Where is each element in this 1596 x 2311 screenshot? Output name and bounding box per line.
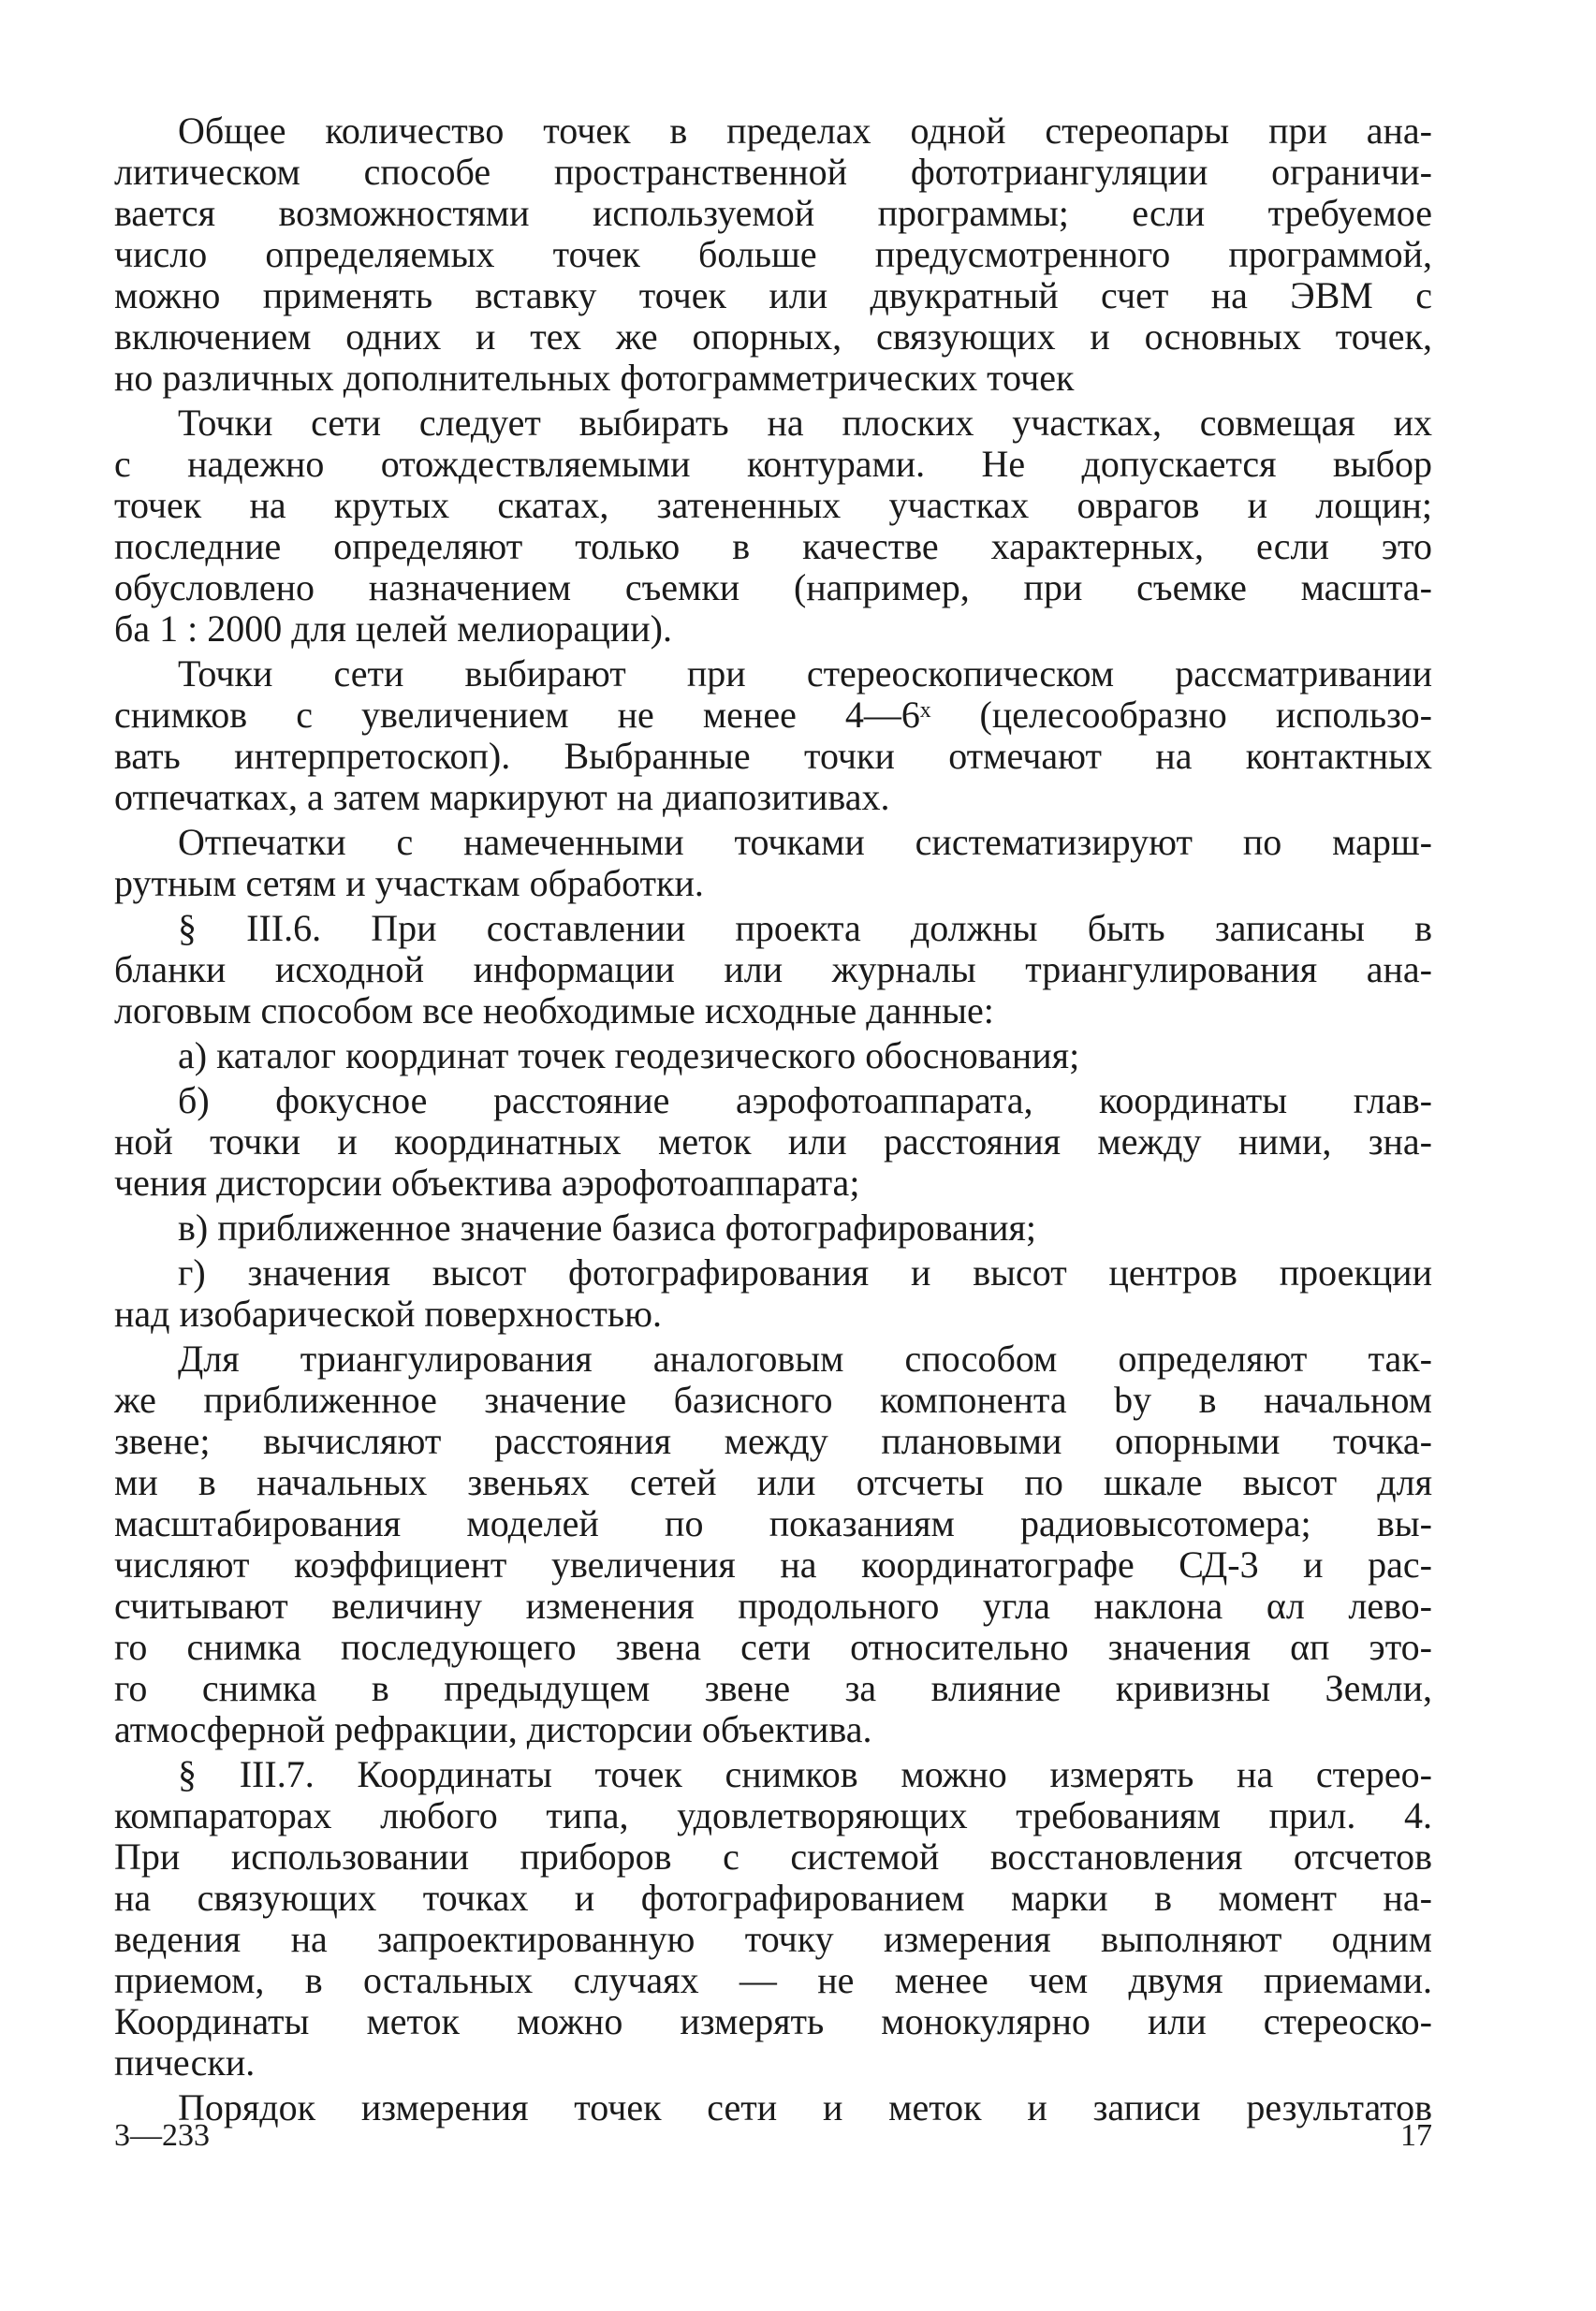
page-number: 17 bbox=[1400, 2118, 1432, 2153]
text-line: Общее количество точек в пределах одной стереопары при ана- bbox=[178, 110, 1432, 152]
text-line: можно применять вставку точек или двукратный счет на ЭВМ с bbox=[114, 274, 1432, 316]
text-line: § III.7. Координаты точек снимков можно измерять на стерео- bbox=[178, 1753, 1432, 1795]
signature-mark: 3—233 bbox=[114, 2118, 210, 2153]
text-line: в) приближенное значение базиса фотографирования; bbox=[178, 1207, 1037, 1249]
text-line: го снимка последующего звена сети относительно значения αп это- bbox=[114, 1626, 1432, 1668]
text-line: г) значения высот фотографирования и высот центров проекции bbox=[178, 1251, 1432, 1294]
paragraph bbox=[114, 822, 1432, 904]
text-line: приемом, в остальных случаях — не менее чем двумя приемами. bbox=[114, 1959, 1432, 2001]
text-line: Для триангулирования аналоговым способом определяют так- bbox=[178, 1338, 1432, 1380]
paragraph bbox=[114, 110, 1432, 399]
text-line: бланки исходной информации или журналы триангулирования ана- bbox=[114, 948, 1432, 990]
text-line: включением одних и тех же опорных, связующих и основных точек, bbox=[114, 315, 1432, 358]
page-body bbox=[114, 110, 1432, 2132]
text-line: го снимка в предыдущем звене за влияние кривизны Земли, bbox=[114, 1667, 1432, 1709]
text-line: считывают величину изменения продольного угла наклона αл лево- bbox=[114, 1585, 1432, 1627]
text-line: же приближенное значение базисного компонента by в начальном bbox=[114, 1379, 1432, 1421]
text-line: число определяемых точек больше предусмотренного программой, bbox=[114, 233, 1432, 275]
text-line: чения дисторсии объектива аэрофотоаппарата; bbox=[114, 1162, 860, 1204]
text-line: масштабирования моделей по показаниям радиовысотомера; вы- bbox=[114, 1502, 1432, 1544]
text-line: ной точки и координатных меток или расстояния между ними, зна- bbox=[114, 1120, 1432, 1163]
paragraph bbox=[114, 402, 1432, 650]
text-line: Точки сети выбирают при стереоскопическом рассматривании bbox=[178, 652, 1432, 695]
text-line: а) каталог координат точек геодезического обоснования; bbox=[178, 1034, 1080, 1076]
text-line: на связующих точках и фотографированием марки в момент на- bbox=[114, 1877, 1432, 1919]
text-line: над изобарической поверхностью. bbox=[114, 1293, 662, 1335]
list-item bbox=[114, 1035, 1432, 1076]
text-line: отпечатках, а затем маркируют на диапозитивах. bbox=[114, 776, 890, 818]
page-footer bbox=[114, 2117, 1432, 2155]
text-line: логовым способом все необходимые исходные данные: bbox=[114, 989, 994, 1031]
text-line: пически. bbox=[114, 2041, 256, 2084]
text-line: Порядок измерения точек сети и меток и записи результатов bbox=[178, 2086, 1432, 2128]
text-line: Точки сети следует выбирать на плоских участках, совмещая их bbox=[178, 402, 1432, 444]
text-line: числяют коэффициент увеличения на координатографе СД-3 и рас- bbox=[114, 1543, 1432, 1586]
list-item bbox=[114, 1207, 1432, 1249]
text-line: вать интерпретоскоп). Выбранные точки отмечают на контактных bbox=[114, 735, 1432, 777]
text-line: Координаты меток можно измерять монокулярно или стереоско- bbox=[114, 2000, 1432, 2042]
text-line: компараторах любого типа, удовлетворяющих требованиям прил. 4. bbox=[114, 1794, 1432, 1836]
text-line: ми в начальных звеньях сетей или отсчеты по шкале высот для bbox=[114, 1461, 1432, 1503]
section-paragraph bbox=[114, 908, 1432, 1031]
text-line: звене; вычисляют расстояния между плановыми опорными точка- bbox=[114, 1420, 1432, 1462]
section-paragraph bbox=[114, 1754, 1432, 2084]
text-line: снимков с увеличением не менее 4—6ˣ (целесообразно использо- bbox=[114, 694, 1432, 736]
text-line: обусловлено назначением съемки (например, при съемке масшта- bbox=[114, 566, 1432, 608]
paragraph bbox=[114, 653, 1432, 818]
list-item bbox=[114, 1080, 1432, 1204]
paragraph bbox=[114, 1338, 1432, 1750]
text-line: атмосферной рефракции, дисторсии объектива. bbox=[114, 1708, 872, 1750]
text-line: § III.6. При составлении проекта должны быть записаны в bbox=[178, 907, 1432, 949]
text-line: При использовании приборов с системой восстановления отсчетов bbox=[114, 1836, 1432, 1878]
text-line: Отпечатки с намеченными точками систематизируют по марш- bbox=[178, 821, 1432, 863]
text-line: с надежно отождествляемыми контурами. Не допускается выбор bbox=[114, 443, 1432, 485]
text-line: рутным сетям и участкам обработки. bbox=[114, 862, 704, 904]
text-line: ба 1 : 2000 для целей мелиорации). bbox=[114, 607, 672, 650]
text-line: литическом способе пространственной фототриангуляции ограничи- bbox=[114, 151, 1432, 193]
text-line: вается возможностями используемой программы; если требуемое bbox=[114, 192, 1432, 234]
text-line: ведения на запроектированную точку измерения выполняют одним bbox=[114, 1918, 1432, 1960]
text-line: точек на крутых скатах, затененных участках оврагов и лощин; bbox=[114, 484, 1432, 526]
list-item bbox=[114, 1252, 1432, 1335]
text-line: б) фокусное расстояние аэрофотоаппарата, координаты глав- bbox=[178, 1079, 1432, 1121]
text-line: последние определяют только в качестве характерных, если это bbox=[114, 525, 1432, 567]
text-line: но различных дополнительных фотограмметрических точек bbox=[114, 357, 1075, 399]
